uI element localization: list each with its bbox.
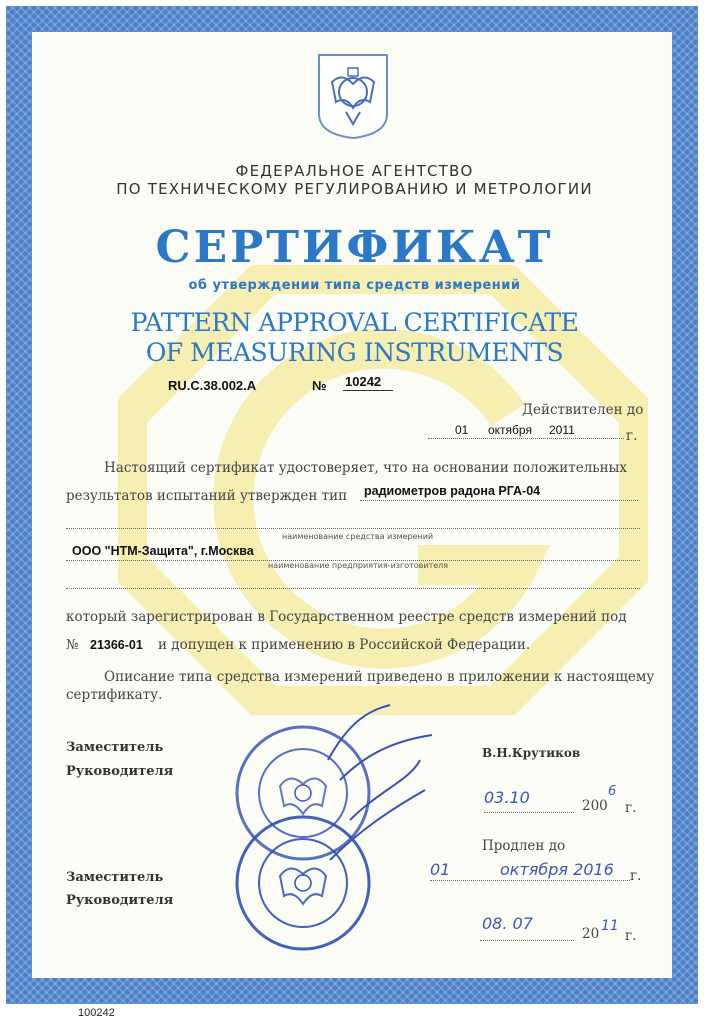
signature-scribbles	[320, 700, 440, 880]
date2-year-suffix: г.	[625, 928, 637, 944]
date1-handwritten: 03.10	[484, 788, 530, 807]
certificate-subtitle: об утверждении типа средств измерений	[188, 278, 521, 293]
extended-month-handwritten: октября 2016	[500, 860, 614, 879]
para2-line1: который зарегистрирован в Государственном реестре средств измерений под	[66, 609, 627, 625]
extended-label: Продлен до	[482, 838, 566, 854]
para3-line1: Описание типа средства измерений приведено в приложении к настоящему	[104, 669, 655, 685]
extended-date-line	[430, 880, 630, 881]
para1-line2: результатов испытаний утвержден тип	[66, 488, 348, 504]
date2-handwritten: 08. 07	[482, 914, 533, 933]
manufacturer-name: ООО "НТМ-Защита", г.Москва	[72, 544, 254, 558]
date1-year-suffix: г.	[625, 800, 637, 816]
registry-number: 21366-01	[90, 638, 143, 652]
valid-year: 2011	[549, 423, 575, 437]
instrument-name: радиометров радона РГА-04	[364, 484, 541, 498]
number-sign: №	[312, 378, 327, 393]
date2-year-print: 20	[582, 926, 600, 942]
deputy1-line2: Руководителя	[66, 764, 174, 779]
certificate-code: RU.C.38.002.A	[168, 378, 257, 393]
title-en-line1: PATTERN APPROVAL CERTIFICATE	[130, 308, 579, 337]
instrument-line-2	[66, 528, 640, 529]
certificate-title: СЕРТИФИКАТ	[155, 222, 554, 273]
date2-line	[480, 940, 574, 941]
valid-day: 01	[455, 423, 469, 437]
instrument-line	[360, 500, 638, 501]
title-en-line2: OF MEASURING INSTRUMENTS	[145, 338, 564, 367]
valid-until-label: Действителен до	[522, 402, 644, 418]
extended-day-handwritten: 01	[430, 860, 451, 879]
date1-year-handwritten: 6	[608, 784, 617, 799]
agency-name-line1: ФЕДЕРАЛЬНОЕ АГЕНТСТВО	[235, 162, 474, 180]
manufacturer-caption: наименование предприятия-изготовителя	[268, 561, 449, 570]
registry-sign: №	[66, 637, 79, 653]
deputy2-line1: Заместитель	[66, 870, 164, 885]
valid-month: октября	[488, 423, 532, 437]
agency-name-line2: ПО ТЕХНИЧЕСКОМУ РЕГУЛИРОВАНИЮ И МЕТРОЛОГИИ	[116, 180, 593, 198]
date1-line	[484, 812, 574, 813]
extended-year-suffix: г.	[630, 868, 642, 884]
manufacturer-line-2	[66, 588, 640, 589]
para3-line2: сертификату.	[66, 687, 163, 703]
coat-of-arms-emblem	[316, 52, 390, 140]
signer-name: В.Н.Крутиков	[482, 746, 581, 760]
footer-serial: 100242	[78, 1007, 115, 1019]
date1-year-print: 200	[582, 798, 608, 814]
deputy2-line2: Руководителя	[66, 893, 174, 908]
deputy1-line1: Заместитель	[66, 740, 164, 755]
date2-year-handwritten: 11	[601, 918, 619, 934]
valid-date-line	[428, 438, 624, 439]
valid-year-suffix: г.	[626, 428, 638, 444]
certificate-number: 10242	[343, 374, 393, 391]
para2-line2: и допущен к применению в Российской Федерации.	[158, 637, 531, 653]
para1-line1: Настоящий сертификат удостоверяет, что на основании положительных	[104, 460, 628, 476]
instrument-caption: наименование средства измерений	[282, 532, 434, 541]
